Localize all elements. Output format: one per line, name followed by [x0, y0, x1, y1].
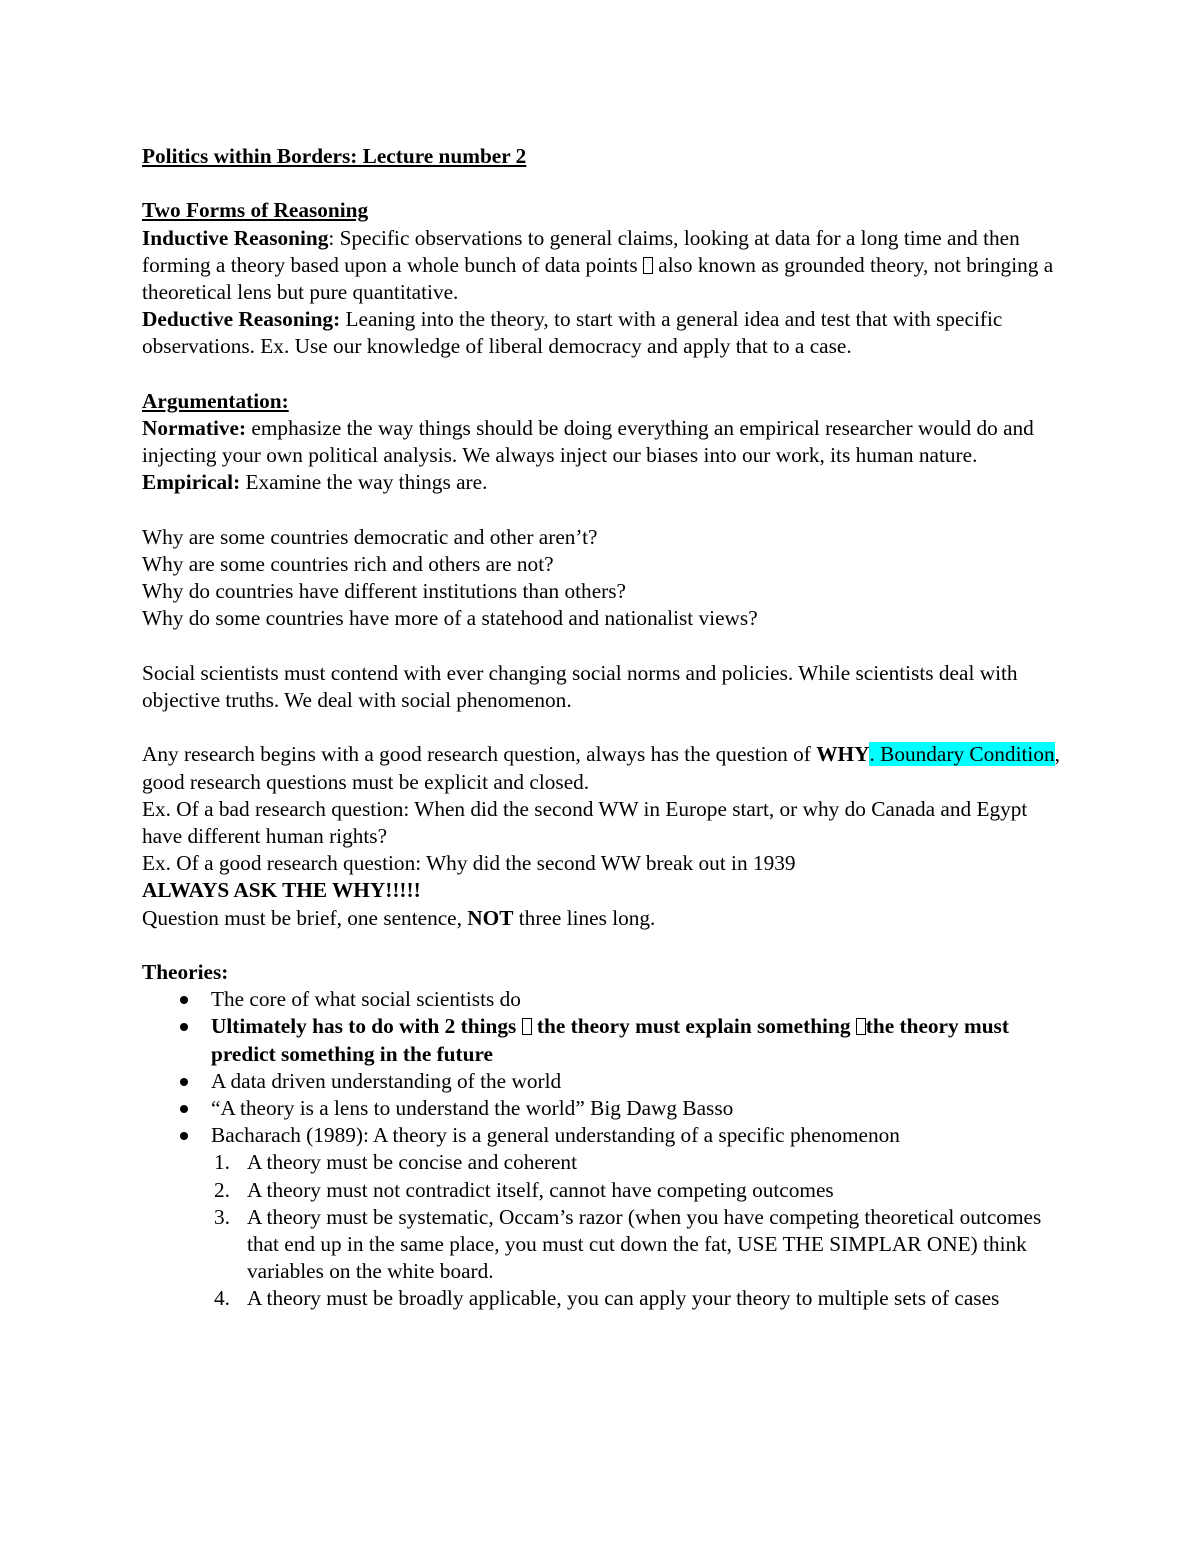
bullet-dot-icon — [180, 996, 188, 1004]
bullet-item — [142, 986, 1072, 1013]
bullet-text-bold — [211, 1014, 1009, 1065]
why-word: WHY — [816, 742, 870, 767]
missing-glyph-icon — [643, 257, 653, 274]
spacer — [142, 714, 1072, 741]
question-line: Why do countries have different institutions than others? — [142, 579, 626, 604]
empirical-text: Examine the way things are. — [240, 470, 488, 495]
numbered-item — [142, 1285, 1072, 1312]
numbered-item — [142, 1204, 1072, 1286]
item-number: 4. — [214, 1286, 230, 1311]
inductive-text-1: : Specific observations to general claims, looking at data for a long time and then forming a theory based upon a whole bunch of data points — [142, 225, 1020, 277]
deductive-label: Deductive Reasoning: — [142, 307, 341, 332]
empirical-label: Empirical: — [142, 470, 241, 495]
missing-glyph-icon — [522, 1018, 532, 1035]
research-after-boundary: , good research questions must be explicit and closed. — [142, 742, 1060, 794]
bullet-item — [142, 1095, 1072, 1122]
inductive-text-2: also known as grounded theory, not bringing a theoretical lens but pure quantitative. — [142, 252, 1054, 304]
theories-heading-text: Theories: — [142, 960, 229, 984]
good-example: Ex. Of a good research question: Why did the second WW break out in 1939 — [142, 851, 796, 876]
bullet-text-part: the theory must explain something — [531, 1014, 856, 1039]
research-intro: Any research begins with a good research question, always has the question of — [142, 742, 817, 767]
argumentation-heading: Argumentation: — [142, 388, 289, 413]
inductive-label: Inductive Reasoning — [142, 225, 329, 250]
normative-label: Normative: — [142, 416, 247, 440]
question-line: Why are some countries rich and others are not? — [142, 552, 554, 576]
bullet-text: Bacharach (1989): A theory is a general understanding of a specific phenomenon — [211, 1123, 900, 1148]
item-number: 1. — [214, 1150, 230, 1175]
bullet-item — [142, 1068, 1072, 1095]
spacer — [142, 633, 1072, 660]
boundary-condition-highlight: . Boundary Condition — [869, 742, 1055, 767]
brief-text-2: three lines long. — [513, 905, 656, 930]
bullet-text: A data driven understanding of the world — [211, 1068, 562, 1093]
deductive-paragraph — [142, 306, 1072, 360]
theories-bullet-list — [142, 986, 1072, 1149]
always-ask-text: ALWAYS ASK THE WHY!!!!! — [142, 878, 421, 903]
spacer — [142, 932, 1072, 959]
bad-example: Ex. Of a bad research question: When did the second WW in Europe start, or why do Canada and Egypt have different human rights? — [142, 796, 1028, 848]
document-title: Politics within Borders: Lecture number 2 — [142, 144, 527, 168]
research-paragraph — [142, 741, 1072, 795]
item-text: A theory must be broadly applicable, you can apply your theory to multiple sets of cases — [247, 1286, 1000, 1311]
normative-text: emphasize the way things should be doing everything an empirical researcher would do and injecting your own political analysis. We always inject our biases into our work, its human nature. — [142, 416, 1034, 468]
numbered-item — [142, 1177, 1072, 1204]
bullet-text-part: Ultimately has to do with 2 things — [211, 1014, 522, 1039]
item-number: 2. — [214, 1177, 230, 1202]
spacer — [142, 497, 1072, 524]
bullet-dot-icon — [180, 1078, 188, 1086]
document-page — [142, 143, 1072, 1313]
theories-heading — [142, 959, 1072, 986]
social-scientists-paragraph: Social scientists must contend with ever changing social norms and policies. While scientists deal with objective truths. We deal with social phenomenon. — [142, 660, 1018, 712]
item-number: 3. — [214, 1204, 230, 1229]
brief-text-1: Question must be brief, one sentence, — [142, 905, 468, 930]
question-line: Why are some countries democratic and other aren’t? — [142, 524, 598, 549]
empirical-paragraph — [142, 469, 1072, 496]
normative-paragraph — [142, 415, 1072, 469]
spacer — [142, 361, 1072, 388]
bullet-dot-icon — [180, 1023, 188, 1031]
bullet-text-part: the theory must predict something in the future — [211, 1014, 1009, 1066]
deductive-text: Leaning into the theory, to start with a general idea and test that with specific observations. Ex. Use our knowledge of liberal democracy and apply that to a case. — [142, 307, 1003, 359]
bullet-item — [142, 1013, 1072, 1067]
brief-line — [142, 905, 1072, 932]
question-line: Why do some countries have more of a statehood and nationalist views? — [142, 606, 758, 631]
bullet-text: The core of what social scientists do — [211, 987, 521, 1012]
item-text: A theory must be concise and coherent — [247, 1150, 577, 1175]
item-text: A theory must be systematic, Occam’s razor (when you have competing theoretical outcomes that end up in the same place, you must cut down the fat, USE THE SIMPLAR ONE) think variables on the white board. — [247, 1204, 1042, 1284]
missing-glyph-icon — [856, 1018, 866, 1035]
item-text: A theory must not contradict itself, cannot have competing outcomes — [247, 1177, 834, 1202]
reasoning-heading: Two Forms of Reasoning — [142, 198, 369, 223]
bullet-dot-icon — [180, 1132, 188, 1140]
brief-not: NOT — [467, 905, 514, 930]
spacer — [142, 170, 1072, 197]
bullet-item — [142, 1122, 1072, 1149]
bullet-dot-icon — [180, 1105, 188, 1113]
theory-criteria-list — [142, 1149, 1072, 1312]
numbered-item — [142, 1149, 1072, 1176]
inductive-paragraph — [142, 225, 1072, 307]
always-ask-line — [142, 877, 1072, 904]
bullet-text: “A theory is a lens to understand the world” Big Dawg Basso — [211, 1096, 734, 1121]
